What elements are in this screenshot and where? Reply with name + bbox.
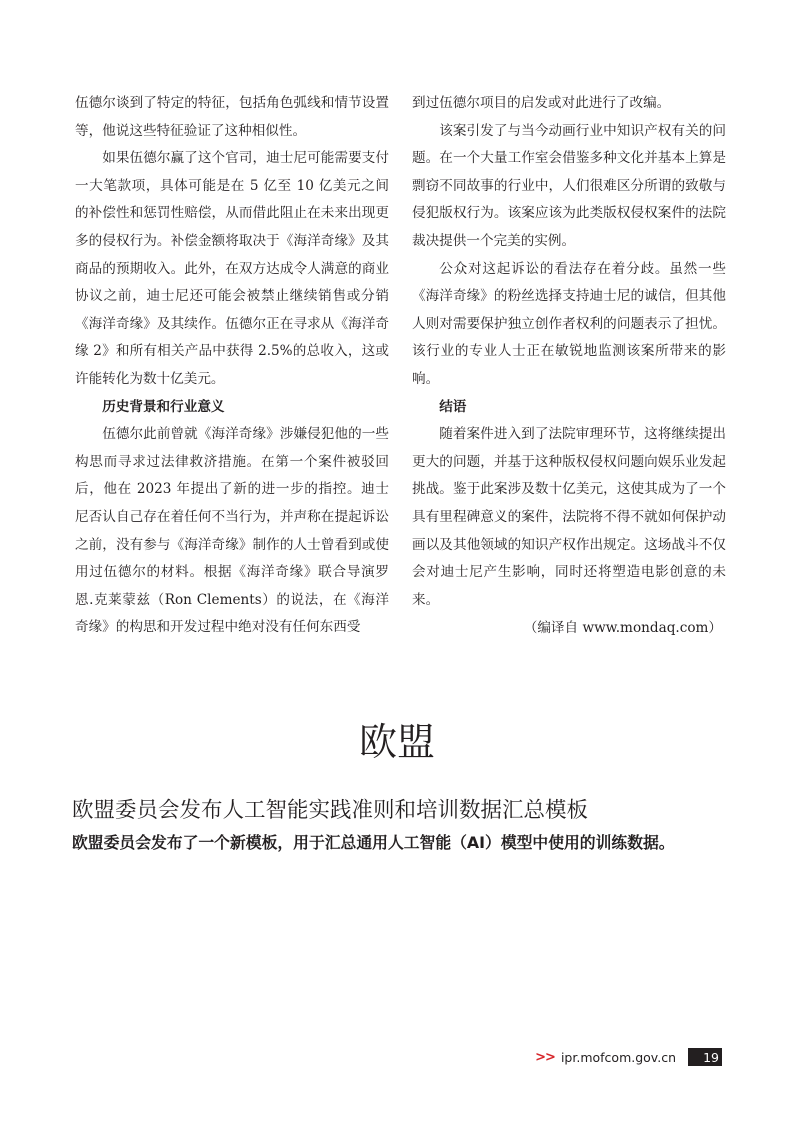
page-number: 19 xyxy=(688,1048,722,1066)
body-paragraph: 如果伍德尔赢了这个官司，迪士尼可能需要支付一大笔款项，具体可能是在 5 亿至 10 亿美元之间的补偿性和惩罚性赔偿，从而借此阻止在未来出现更多的侵权行为。补偿金额将取决于《海洋奇缘》及其商品的预期收入。此外，在双方达成令人满意的商业协议之前，迪士尼还可能会被禁止继续销售或分销《海洋奇缘》及其续作。伍德尔正在寻求从《海洋奇缘 2》和所有相关产品中获得 2.5%的总收入，这或许能转化为数十亿美元。 xyxy=(75,150,389,387)
body-paragraph: 伍德尔谈到了特定的特征，包括角色弧线和情节设置等，他说这些特征验证了这种相似性。 xyxy=(75,95,389,139)
double-chevron-right-icon: >> xyxy=(535,1049,555,1065)
body-paragraph: 公众对这起诉讼的看法存在着分歧。虽然一些《海洋奇缘》的粉丝选择支持迪士尼的诚信，但其他人则对需要保护独立创作者权利的问题表示了担忧。该行业的专业人士正在敏锐地监测该案所带来的影响。 xyxy=(412,260,726,387)
right-column xyxy=(412,90,726,643)
body-paragraph: 该案引发了与当今动画行业中知识产权有关的问题。在一个大量工作室会借鉴多种文化并基本上算是剽窃不同故事的行业中，人们很难区分所谓的致敬与侵犯版权行为。该案应该为此类版权侵权案件的法院裁决提供一个完美的实例。 xyxy=(412,122,726,249)
subsection-heading: 结语 xyxy=(439,398,467,415)
source-citation: （编译自 www.mondaq.com） xyxy=(523,620,722,637)
subsection-heading: 历史背景和行业意义 xyxy=(102,398,225,415)
page-footer xyxy=(535,1046,722,1068)
body-paragraph: 到过伍德尔项目的启发或对此进行了改编。 xyxy=(412,95,671,111)
body-paragraph: 伍德尔此前曾就《海洋奇缘》涉嫌侵犯他的一些构思而寻求过法律救济措施。在第一个案件被驳回后，他在 2023 年提出了新的进一步的指控。迪士尼否认自己存在着任何不当行为，并声称在提起诉讼之前，没有参与《海洋奇缘》制作的人士曾看到或使用过伍德尔的材料。根据《海洋奇缘》联合导演罗恩.克莱蒙兹（Ron Clements）的说法，在《海洋奇缘》的构思和开发过程中绝对没有任何东西受 xyxy=(75,426,389,636)
article-title: 欧盟委员会发布人工智能实践准则和培训数据汇总模板 xyxy=(72,798,589,823)
body-paragraph: 随着案件进入到了法院审理环节，这将继续提出更大的问题，并基于这种版权侵权问题向娱乐业发起挑战。鉴于此案涉及数十亿美元，这使其成为了一个具有里程碑意义的案件，法院将不得不就如何保护动画以及其他领域的知识产权作出规定。这场战斗不仅会对迪士尼产生影响，同时还将塑造电影创意的未来。 xyxy=(412,426,726,608)
article-lead: 欧盟委员会发布了一个新模板，用于汇总通用人工智能（AI）模型中使用的训练数据。 xyxy=(72,833,675,852)
footer-site-link[interactable]: ipr.mofcom.gov.cn xyxy=(560,1049,676,1065)
left-column xyxy=(75,90,389,642)
section-title: 欧盟 xyxy=(358,720,435,764)
